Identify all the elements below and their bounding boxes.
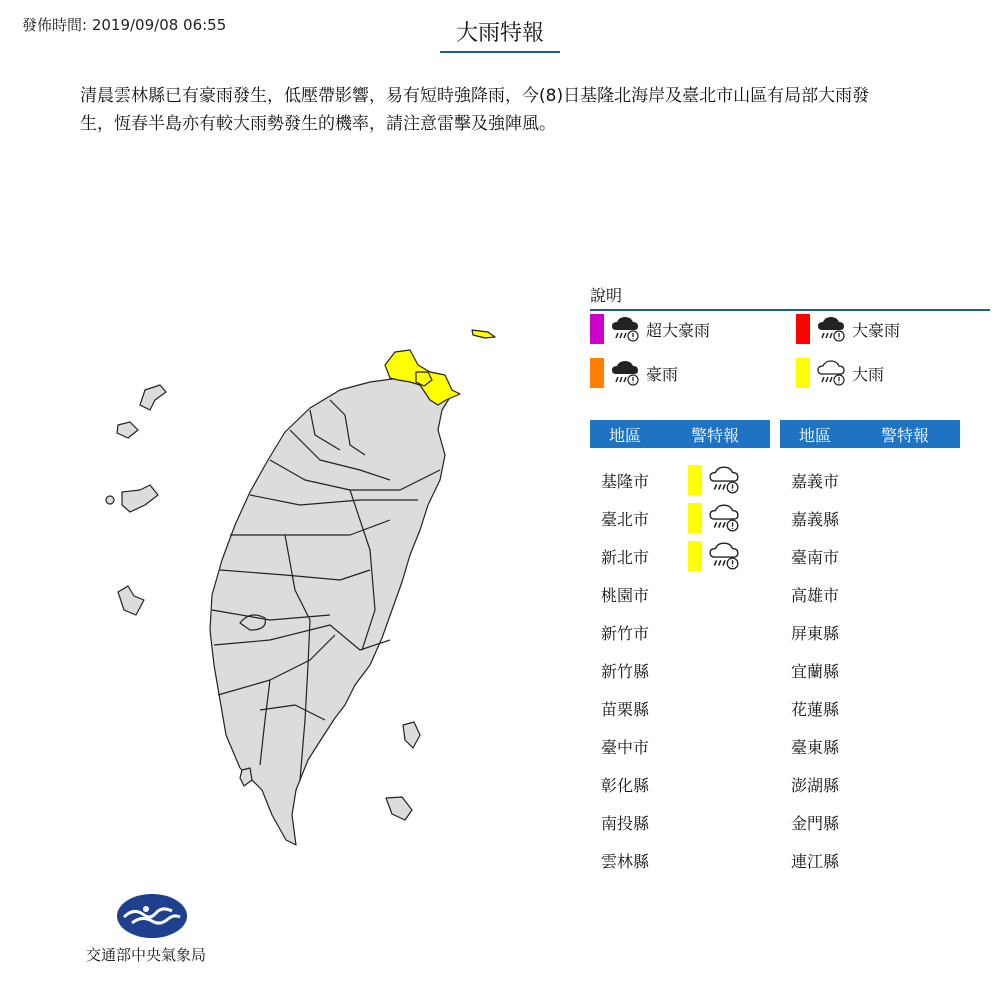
legend-item-heavy-rain	[796, 358, 884, 388]
heavy-rain-cloud-icon	[816, 314, 846, 344]
taiwan-map	[100, 320, 500, 850]
region-name: 新竹縣	[600, 661, 649, 681]
warning-level-bar	[688, 541, 702, 571]
region-name: 澎湖縣	[790, 775, 839, 795]
table-row	[590, 765, 660, 803]
rain-cloud-outline-icon	[816, 358, 846, 388]
legend-label: 豪雨	[646, 364, 679, 384]
table-row	[590, 499, 740, 537]
issue-time: 發佈時間: 2019/09/08 06:55	[22, 16, 227, 34]
table-row	[590, 803, 660, 841]
region-name: 雲林縣	[600, 851, 649, 871]
island-penghu-2	[117, 422, 138, 438]
rain-cloud-outline-icon	[708, 464, 740, 496]
region-name: 桃園市	[600, 585, 649, 605]
table-row	[780, 575, 850, 613]
table-row	[590, 689, 660, 727]
region-name: 臺北市	[600, 509, 649, 529]
region-name: 嘉義市	[790, 471, 839, 491]
region-name: 高雄市	[790, 585, 839, 605]
table-row	[780, 803, 850, 841]
region-name: 南投縣	[600, 813, 649, 833]
rain-cloud-outline-icon	[708, 502, 740, 534]
page-title: 大雨特報	[440, 16, 560, 53]
table-row	[780, 651, 850, 689]
column-header-warning: 警特報	[690, 425, 739, 445]
legend-item-extra-torrential	[796, 314, 900, 344]
table-row	[590, 727, 660, 765]
warning-description: 清晨雲林縣已有豪雨發生，低壓帶影響，易有短時強降雨，今(8)日基隆北海岸及臺北市山區有局部大雨發生，恆春半島亦有較大雨勢發生的機率，請注意雷擊及強陣風。	[80, 86, 870, 134]
table-row	[780, 841, 850, 879]
island-penghu	[140, 385, 166, 410]
island-green	[403, 722, 420, 748]
table-row	[590, 575, 660, 613]
region-name: 臺東縣	[790, 737, 839, 757]
agency-name: 交通部中央氣象局	[86, 946, 207, 964]
table-row	[590, 613, 660, 651]
table-row	[590, 841, 660, 879]
legend-swatch	[590, 358, 604, 388]
region-name: 金門縣	[790, 813, 839, 833]
region-name: 基隆市	[600, 471, 649, 491]
legend-swatch	[590, 314, 604, 344]
island-kinmen	[122, 485, 158, 512]
legend-swatch	[796, 358, 810, 388]
island-small-1	[106, 496, 114, 504]
table-row	[590, 537, 740, 575]
table-header-right	[780, 420, 960, 448]
region-name: 臺南市	[790, 547, 839, 567]
island-orchid	[386, 797, 412, 820]
region-name: 屏東縣	[790, 623, 839, 643]
island-liuqiu	[240, 768, 252, 786]
region-name: 彰化縣	[600, 775, 649, 795]
table-row	[780, 765, 850, 803]
warning-level-bar	[688, 503, 702, 533]
region-name: 臺中市	[600, 737, 649, 757]
table-row	[590, 651, 660, 689]
legend-swatch	[796, 314, 810, 344]
column-header-warning: 警特報	[880, 425, 929, 445]
region-name: 新竹市	[600, 623, 649, 643]
table-row	[780, 689, 850, 727]
heavy-rain-cloud-icon	[610, 314, 640, 344]
legend-label: 大雨	[852, 364, 885, 384]
table-row	[780, 613, 850, 651]
island-wuqiu	[118, 586, 144, 615]
table-row	[590, 461, 740, 499]
column-header-region: 地區	[798, 425, 831, 445]
legend-title: 說明	[590, 283, 990, 311]
rain-cloud-outline-icon	[708, 540, 740, 572]
heavy-rain-cloud-icon	[610, 358, 640, 388]
region-name: 新北市	[600, 547, 649, 567]
region-name: 嘉義縣	[790, 509, 839, 529]
legend-item-torrential	[590, 358, 678, 388]
cwb-logo-icon	[116, 893, 188, 939]
legend-label: 大豪雨	[852, 320, 901, 340]
region-name: 苗栗縣	[600, 699, 649, 719]
region-name: 花蓮縣	[790, 699, 839, 719]
legend-item-super-torrential	[590, 314, 710, 344]
table-header-left	[590, 420, 770, 448]
table-row	[780, 499, 850, 537]
island-north-matsu	[472, 330, 495, 338]
table-row	[780, 537, 850, 575]
region-name: 宜蘭縣	[790, 661, 839, 681]
region-name: 連江縣	[790, 851, 839, 871]
table-row	[780, 461, 850, 499]
column-header-region: 地區	[608, 425, 641, 445]
table-row	[780, 727, 850, 765]
legend-label: 超大豪雨	[646, 320, 711, 340]
warning-level-bar	[688, 465, 702, 495]
